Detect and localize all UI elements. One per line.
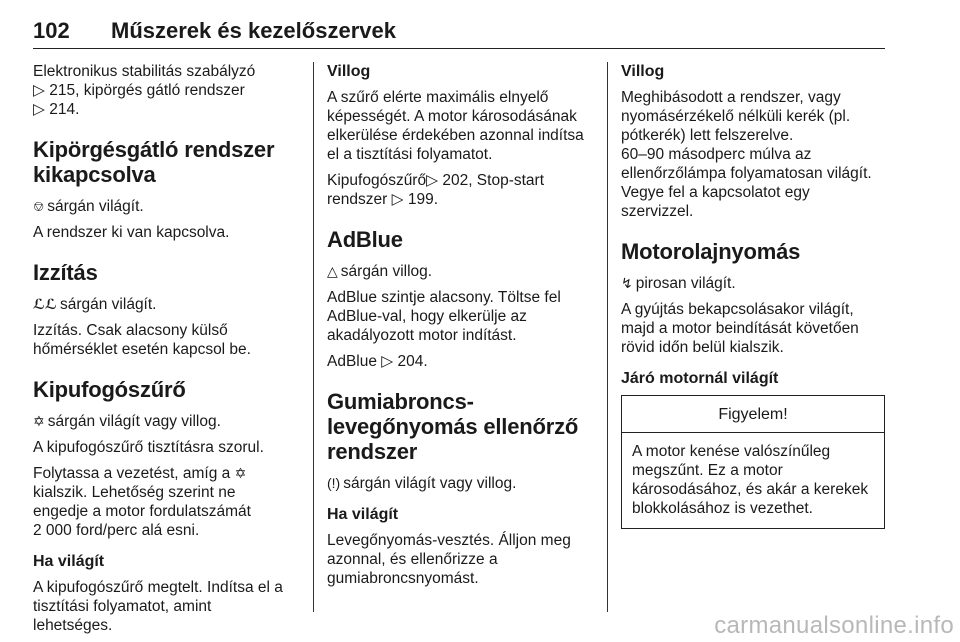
oil-desc: A gyújtás bekapcsolásakor világít, majd a motor beindítását követően rövid időn belül kialszik. <box>621 301 859 356</box>
column-divider <box>607 62 608 612</box>
filter-status: ✡ sárgán világít vagy villog. <box>33 413 221 430</box>
page-title: Műszerek és kezelőszervek <box>111 18 396 43</box>
subheading-blinking: Villog <box>621 63 665 80</box>
column-2 <box>327 62 599 595</box>
page-header <box>33 6 885 49</box>
traction-off-status: ⎊ sárgán világít. <box>33 198 144 215</box>
section-heading-exhaust-filter: Kipufogószűrő <box>33 377 186 402</box>
oil-status: ↯ pirosan világít. <box>621 275 736 292</box>
warning-box <box>621 395 885 529</box>
section-heading-oil-pressure: Motorolajnyomás <box>621 239 801 264</box>
subheading-if-lit: Ha világít <box>33 553 105 570</box>
exhaust-filter-icon: ✡ <box>234 465 247 481</box>
warning-title: Figyelem! <box>622 396 884 433</box>
ref-arrow-icon: ▷ <box>426 172 439 189</box>
subheading-if-lit: Ha világít <box>327 506 399 523</box>
column-3 <box>621 62 885 529</box>
intro-text: Elektronikus stabilitás szabályzó ▷ 215, kipörgés gátló rendszer ▷ 214. <box>33 63 256 118</box>
page-number: 102 <box>33 18 70 43</box>
tpms-blink-desc: Meghibásodott a rendszer, vagy nyomásérzékelő nélküli kerék (pl. pótkerék) lett felszerelve. 60–90 másodperc múlva az ellenőrzőlámpa folyamatosan világít. Vegye fel a kapcsolatot egy szervizzel. <box>621 89 872 220</box>
adblue-icon: △ <box>327 263 338 279</box>
blink-desc: A szűrő elérte maximális elnyelő képességét. A motor károsodásának elkerülése érdekében azonnal indítsa el a tisztítási folyamatot. <box>327 89 584 163</box>
section-heading-tpms: Gumiabroncs- levegőnyomás ellenőrző rendszer <box>327 389 579 464</box>
tire-pressure-icon: (!) <box>327 475 341 491</box>
ref-arrow-icon: ▷ <box>381 353 394 370</box>
lit-desc: A kipufogószűrő megtelt. Indítsa el a tisztítási folyamatot, amint lehetséges. <box>33 579 283 634</box>
adblue-reference: AdBlue ▷ 204. <box>327 353 428 370</box>
column-1 <box>33 62 303 642</box>
traction-off-icon: ⎊ <box>33 198 45 214</box>
filter-desc-1: A kipufogószűrő tisztításra szorul. <box>33 439 264 456</box>
column-divider <box>313 62 314 612</box>
adblue-status: △ sárgán villog. <box>327 263 433 280</box>
traction-off-desc: A rendszer ki van kapcsolva. <box>33 224 230 241</box>
adblue-desc: AdBlue szintje alacsony. Töltse fel AdBlue-val, hogy elkerülje az akadályozott motor indítást. <box>327 289 561 344</box>
ref-arrow-icon: ▷ <box>391 191 404 208</box>
section-heading-traction-off: Kipörgésgátló rendszer kikapcsolva <box>33 137 275 187</box>
ref-arrow-icon: ▷ <box>33 101 45 118</box>
section-heading-adblue: AdBlue <box>327 227 403 252</box>
glow-desc: Izzítás. Csak alacsony külső hőmérséklet esetén kapcsol be. <box>33 322 251 358</box>
glow-status: ℒℒ sárgán világít. <box>33 296 157 313</box>
subheading-blinking: Villog <box>327 63 371 80</box>
section-heading-glow: Izzítás <box>33 260 98 285</box>
subheading-running-engine: Járó motornál világít <box>621 370 779 387</box>
ref-arrow-icon: ▷ <box>33 82 45 99</box>
cross-reference: Kipufogószűrő▷ 202, Stop-start rendszer ▷ 199. <box>327 172 544 208</box>
tpms-status: (!) sárgán világít vagy villog. <box>327 475 517 492</box>
filter-desc-2: Folytassa a vezetést, amíg a ✡ kialszik. Lehetőség szerint ne engedje a motor fordulatszámát 2 000 ford/perc alá esni. <box>33 465 251 539</box>
watermark: carmanualsonline.info <box>714 612 954 639</box>
oil-can-icon: ↯ <box>621 275 633 291</box>
glow-plug-icon: ℒℒ <box>33 296 57 312</box>
warning-body: A motor kenése valószínűleg megszűnt. Ez a motor károsodásához, és akár a kerekek blokkolásához is vezethet. <box>632 443 869 517</box>
tpms-lit-desc: Levegőnyomás-vesztés. Álljon meg azonnal, és ellenőrizze a gumiabroncsnyomást. <box>327 532 571 587</box>
exhaust-filter-icon: ✡ <box>33 413 45 429</box>
